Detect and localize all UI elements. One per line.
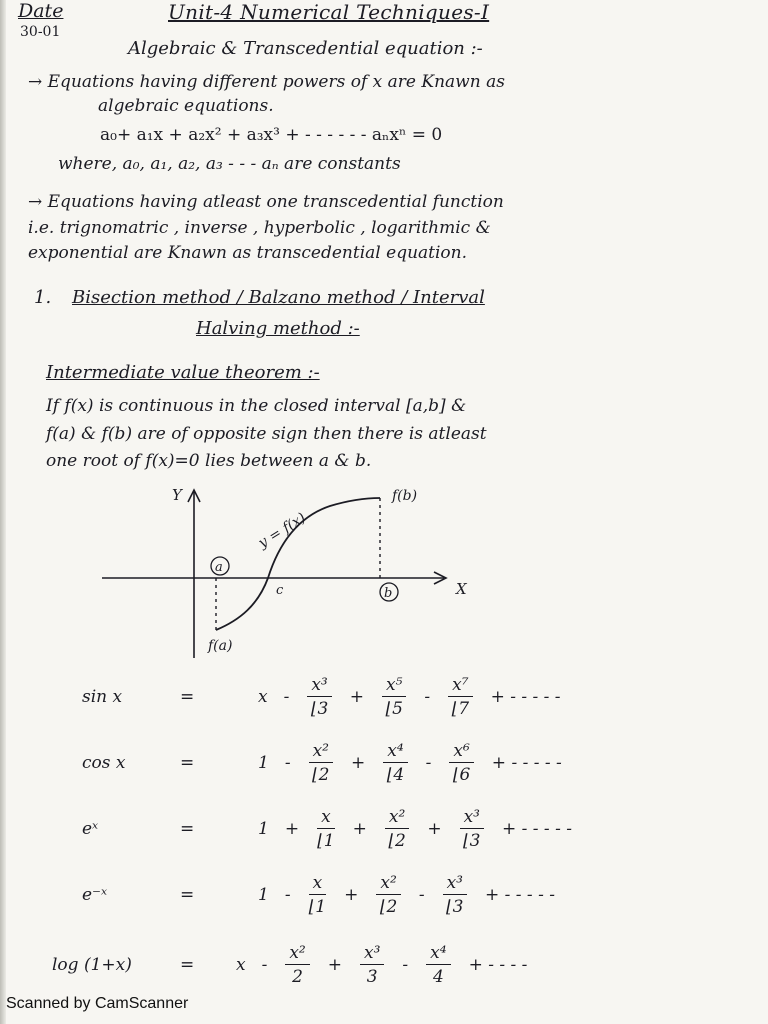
fraction-denominator: 4 [432,967,444,987]
fraction-numerator: x³ [443,874,467,895]
equals-sign: = [180,885,195,905]
ivt-line-1: If f(x) is continuous in the closed interval [a,b] & [46,396,467,416]
series-fraction [307,676,331,718]
equals-sign: = [180,687,195,707]
series-operator: - [418,885,425,905]
fraction-numerator: x⁵ [382,676,406,697]
root-label: c [276,583,284,598]
intro-heading: Algebraic & Transcedential equation :- [128,38,483,59]
series-fraction [443,874,467,916]
equals-sign: = [180,753,195,773]
series-tail: + - - - - [468,955,528,975]
exp-series [82,808,580,850]
series-fraction [448,676,472,718]
fraction-denominator: ⌊3 [310,699,329,719]
series-operator: + [352,819,367,839]
series-fraction [309,874,327,916]
method-title-line-1: Bisection method / Balzano method / Interval [72,287,485,308]
series-tail: + - - - - - [490,687,561,707]
series-tail: + - - - - - [491,753,562,773]
fraction-denominator: ⌊7 [451,699,470,719]
series-operator: - [402,955,409,975]
series-operator: + [284,819,300,839]
fraction-numerator: x⁷ [448,676,472,697]
transcedential-definition-line-1: → Equations having atleast one transcedential function [28,192,504,212]
unit-title: Unit-4 Numerical Techniques-I [168,0,490,24]
fraction-numerator: x² [309,742,333,763]
fraction-denominator: ⌊1 [317,831,335,851]
ivt-line-2: f(a) & f(b) are of opposite sign then there is atleast [46,424,487,444]
algebraic-definition-line-1: → Equations having different powers of x are Knawn as [28,72,505,92]
constants-note: where, a₀, a₁, a₂, a₃ - - - aₙ are constants [58,154,401,174]
ivt-graph [0,470,768,670]
point-b-label: b [384,586,393,601]
series-operator: + [327,955,342,975]
fraction-denominator: ⌊1 [308,897,327,917]
fraction-numerator: x² [385,808,409,829]
series-fraction [309,742,333,784]
fraction-denominator: 2 [292,967,303,987]
fraction-numerator: x⁴ [426,944,450,965]
series-lhs: eˣ [82,819,99,839]
series-fraction [460,808,484,850]
series-fraction [449,742,473,784]
method-title-line-2: Halving method :- [196,318,360,339]
series-operator: - [261,955,268,975]
fraction-numerator: x [309,874,327,895]
fraction-denominator: ⌊6 [452,765,471,785]
fraction-numerator: x³ [460,808,484,829]
series-operator: - [284,885,291,905]
series-operator: - [283,687,290,707]
series-lhs: e⁻ˣ [82,885,108,905]
series-fraction [376,874,400,916]
series-tail: + - - - - - [501,819,572,839]
series-operator: - [284,753,291,773]
series-operator: + [349,687,364,707]
polynomial-equation: a₀+ a₁x + a₂x² + a₃x³ + - - - - - - aₙxⁿ = 0 [100,125,443,145]
equals-sign: = [180,955,195,975]
series-lead-term: 1 [258,885,269,905]
fraction-denominator: 3 [366,967,378,987]
transcedential-definition-line-2: i.e. trignomatric , inverse , hyperbolic , logarithmic & [28,218,491,238]
fraction-numerator: x⁴ [383,742,407,763]
date-value: 30-01 [20,24,61,40]
series-lead-term: x [236,955,246,975]
ivt-heading: Intermediate value theorem :- [46,362,320,383]
fraction-denominator: ⌊5 [385,699,403,719]
series-operator: - [425,753,432,773]
series-fraction [285,944,309,986]
series-fraction [382,676,406,718]
series-operator: + [344,885,359,905]
series-lhs: cos x [82,753,126,773]
series-lead-term: 1 [258,819,269,839]
series-tail: + - - - - - [484,885,555,905]
curve-label: y = f(x) [255,509,309,552]
exp-neg-series [82,874,563,916]
series-operator: + [350,753,366,773]
sin-series [82,676,569,718]
fraction-denominator: ⌊4 [386,765,405,785]
x-axis-label: X [456,580,467,598]
series-fraction [383,742,407,784]
fa-label: f(a) [208,638,233,654]
fraction-denominator: ⌊3 [446,897,464,917]
fraction-numerator: x³ [360,944,384,965]
series-operator: + [427,819,442,839]
fraction-denominator: ⌊3 [463,831,481,851]
fraction-denominator: ⌊2 [388,831,406,851]
fraction-denominator: ⌊2 [379,897,398,917]
ivt-line-3: one root of f(x)=0 lies between a & b. [46,451,372,471]
fraction-denominator: ⌊2 [312,765,330,785]
series-lhs: log (1+x) [52,955,132,975]
point-a-label: a [215,560,223,575]
series-lead-term: x [258,687,268,707]
series-lhs: sin x [82,687,123,707]
method-number: 1. [34,287,52,308]
series-operator: - [424,687,431,707]
log-series [52,944,535,986]
scanner-watermark: Scanned by CamScanner [6,995,189,1012]
series-fraction [385,808,409,850]
fraction-numerator: x³ [307,676,331,697]
fraction-numerator: x² [285,944,309,965]
fraction-numerator: x [317,808,335,829]
equals-sign: = [180,819,195,839]
series-fraction [360,944,384,986]
transcedential-definition-line-3: exponential are Knawn as transcedential equation. [28,243,468,263]
fraction-numerator: x⁶ [449,742,473,763]
series-fraction [426,944,450,986]
fb-label: f(b) [392,488,418,504]
fraction-numerator: x² [376,874,400,895]
algebraic-definition-line-2: algebraic equations. [98,96,274,116]
y-axis-label: Y [172,486,182,504]
date-label: Date [18,0,64,22]
series-fraction [317,808,335,850]
series-lead-term: 1 [258,753,269,773]
cos-series [82,742,570,784]
